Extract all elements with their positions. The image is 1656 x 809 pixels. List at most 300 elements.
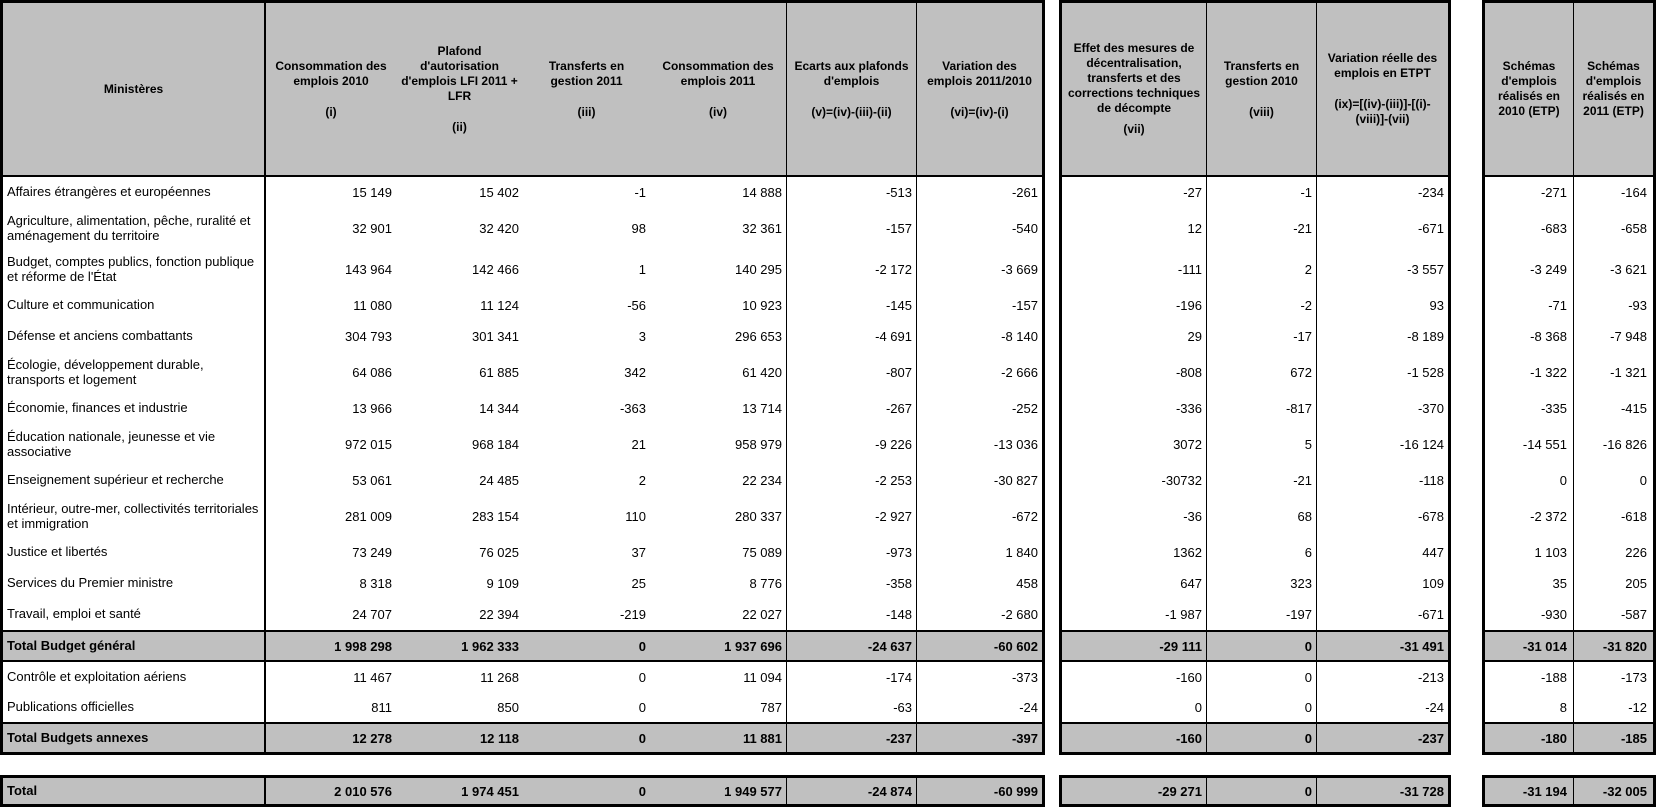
- col-title: Consommation des emplois 2010: [275, 58, 387, 88]
- value-cell: -671: [1316, 208, 1448, 249]
- value-cell: -513: [786, 177, 916, 208]
- ministry-row: [3, 249, 1042, 290]
- annex-row: [1062, 692, 1448, 722]
- value-cell: 1 840: [916, 537, 1042, 568]
- annex-row: [1485, 662, 1653, 692]
- value-cell: 142 466: [472, 262, 519, 277]
- value-cell: 64 086: [352, 365, 392, 380]
- col-header-ix: [1316, 3, 1448, 175]
- col-code: (iii): [577, 104, 596, 119]
- value-cell: -196: [1175, 298, 1202, 313]
- value-cell: 37: [631, 545, 646, 560]
- value-cell: -14 551: [1522, 437, 1567, 452]
- value-cell: -31 491: [1316, 632, 1448, 660]
- ministry-row: [1062, 496, 1448, 537]
- value-cell: 958 979: [735, 437, 782, 452]
- grand-total-row: [1062, 778, 1448, 804]
- ministry-row: [1485, 568, 1653, 599]
- grand-total-row: [1485, 778, 1653, 804]
- value-cell: -807: [786, 352, 916, 393]
- value-cell: 0: [638, 669, 646, 685]
- value-cell: 296 653: [735, 329, 782, 344]
- total-budgets-annexes-row: [1062, 722, 1448, 752]
- ministry-row: [1485, 465, 1653, 496]
- row-label-cell: Services du Premier ministre: [3, 568, 266, 599]
- value-cell: 0: [1573, 465, 1653, 496]
- value-cell: 22 394: [479, 607, 519, 622]
- value-cell: -658: [1573, 208, 1653, 249]
- value-cell: 3072: [1173, 437, 1202, 452]
- value-cell: 11 268: [480, 669, 519, 685]
- col-title: Variation réelle des emplois en ETPT: [1327, 51, 1438, 80]
- col-title: Ministères: [103, 81, 164, 96]
- ministry-row: [1485, 599, 1653, 630]
- grand-total-table-block1: [0, 775, 1045, 807]
- value-cell: 14 888: [742, 185, 782, 200]
- col-header-ii: [396, 3, 523, 175]
- ministry-row: [1062, 177, 1448, 208]
- table-body-block2: [1062, 177, 1448, 752]
- value-cell: 1: [638, 262, 646, 277]
- value-cell: 15 149: [352, 185, 392, 200]
- total-budgets-annexes-row: [3, 722, 1042, 752]
- value-cell: -2 372: [1530, 509, 1567, 524]
- value-cell: -185: [1573, 724, 1653, 752]
- col-code: (v)=(iv)-(iii)-(ii): [811, 104, 892, 119]
- row-label-cell: Travail, emploi et santé: [3, 599, 266, 630]
- col-title: Schémas d'emplois réalisés en 2011 (ETP): [1582, 59, 1645, 118]
- ministry-row: [1485, 352, 1653, 393]
- col-title: Schémas d'emplois réalisés en 2010 (ETP): [1497, 59, 1561, 118]
- value-cell: -252: [916, 393, 1042, 424]
- value-cell: -8 368: [1530, 329, 1567, 344]
- value-cell: 73 249: [352, 545, 392, 560]
- value-cell: 1 962 333: [461, 638, 519, 654]
- value-cell: -160: [1175, 669, 1202, 685]
- col-title: Effet des mesures de décentralisation, transferts et des corrections techniques de décompte: [1067, 41, 1201, 115]
- value-cell: 0: [1206, 724, 1316, 752]
- value-cell: -8 189: [1316, 321, 1448, 352]
- value-cell: 109: [1316, 568, 1448, 599]
- value-cell: -60 999: [916, 778, 1042, 804]
- value-cell: 53 061: [352, 473, 392, 488]
- value-cell: 1 949 577: [724, 783, 782, 799]
- table-body-block1: [3, 177, 1042, 752]
- ministry-row: [1062, 393, 1448, 424]
- value-cell: 13 714: [742, 401, 782, 416]
- value-cell: 98: [631, 221, 646, 236]
- row-label-cell: Intérieur, outre-mer, collectivités territoriales et immigration: [3, 496, 266, 537]
- value-cell: -24: [1316, 692, 1448, 722]
- value-cell: 647: [1180, 576, 1202, 591]
- value-cell: -1: [1206, 177, 1316, 208]
- row-label-cell: Affaires étrangères et européennes: [3, 177, 266, 208]
- value-cell: -36: [1183, 509, 1202, 524]
- value-cell: -336: [1175, 401, 1202, 416]
- col-header-v: [786, 3, 916, 175]
- col-code: (vi)=(iv)-(i): [950, 104, 1009, 119]
- row-label-cell: Culture et communication: [3, 290, 266, 321]
- value-cell: 0: [1206, 632, 1316, 660]
- ministry-row: [1062, 568, 1448, 599]
- value-cell: 29: [1187, 329, 1202, 344]
- total-budget-general-row: [3, 630, 1042, 662]
- value-cell: -930: [1540, 607, 1567, 622]
- ministry-row: [1485, 321, 1653, 352]
- col-title: Transferts en gestion 2010: [1223, 58, 1300, 88]
- value-cell: 1 998 298: [334, 638, 392, 654]
- value-cell: 13 966: [352, 401, 392, 416]
- ministry-row: [1485, 424, 1653, 465]
- value-cell: -157: [916, 290, 1042, 321]
- value-cell: -540: [916, 208, 1042, 249]
- value-cell: 447: [1316, 537, 1448, 568]
- col-header-viii: [1206, 3, 1316, 175]
- value-cell: 205: [1573, 568, 1653, 599]
- value-cell: -2 666: [916, 352, 1042, 393]
- col-title: Ecarts aux plafonds d'emplois: [794, 58, 909, 88]
- ministry-row: [1062, 465, 1448, 496]
- value-cell: 76 025: [479, 545, 519, 560]
- value-cell: -261: [916, 177, 1042, 208]
- corrections-table: [1059, 0, 1451, 755]
- col-code: (ii): [452, 119, 467, 134]
- value-cell: 1 103: [1534, 545, 1567, 560]
- ministry-row: [1485, 249, 1653, 290]
- value-cell: -219: [619, 607, 646, 622]
- annex-row: [1485, 692, 1653, 722]
- value-cell: 301 341: [472, 329, 519, 344]
- ministry-row: [1485, 393, 1653, 424]
- value-cell: -237: [786, 724, 916, 752]
- ministry-row: [3, 424, 1042, 465]
- value-cell: 12 118: [479, 730, 519, 746]
- value-cell: -2 680: [916, 599, 1042, 630]
- ministry-row: [1485, 290, 1653, 321]
- value-cell: -213: [1316, 662, 1448, 692]
- value-cell: 8: [1559, 699, 1567, 715]
- value-cell: -3 669: [916, 249, 1042, 290]
- row-label-cell: Publications officielles: [3, 692, 266, 722]
- value-cell: -197: [1206, 599, 1316, 630]
- ministry-row: [1485, 208, 1653, 249]
- value-cell: -160: [1175, 730, 1202, 746]
- value-cell: -267: [786, 393, 916, 424]
- value-cell: 11 467: [353, 669, 392, 685]
- value-cell: -31 820: [1573, 632, 1653, 660]
- value-cell: 24 707: [352, 607, 392, 622]
- value-cell: 968 184: [472, 437, 519, 452]
- value-cell: -31 728: [1316, 778, 1448, 804]
- value-cell: 0: [638, 638, 646, 654]
- value-cell: -157: [786, 208, 916, 249]
- value-cell: -188: [1540, 669, 1567, 685]
- value-cell: 32 361: [742, 221, 782, 236]
- col-header-iii: [523, 3, 650, 175]
- value-cell: 12: [1187, 221, 1202, 236]
- value-cell: 0: [1206, 662, 1316, 692]
- grand-total-table-block2: [1059, 775, 1451, 807]
- value-cell: -2: [1206, 290, 1316, 321]
- value-cell: 3: [638, 329, 646, 344]
- value-cell: -174: [786, 662, 916, 692]
- header-row-block1: [3, 3, 1042, 177]
- col-header-schemas-2011: [1573, 3, 1653, 175]
- value-cell: 140 295: [735, 262, 782, 277]
- value-cell: -9 226: [786, 424, 916, 465]
- col-code: (ix)=[(iv)-(iii)]-[(i)-(viii)]-(vii): [1334, 97, 1431, 126]
- value-cell: -164: [1573, 177, 1653, 208]
- value-cell: 8 776: [749, 576, 782, 591]
- value-cell: -30 827: [916, 465, 1042, 496]
- value-cell: 2: [638, 473, 646, 488]
- row-label-cell: Contrôle et exploitation aériens: [3, 662, 266, 692]
- ministry-row: [3, 568, 1042, 599]
- value-cell: -21: [1206, 208, 1316, 249]
- value-cell: -118: [1316, 465, 1448, 496]
- value-cell: 0: [1206, 692, 1316, 722]
- value-cell: -31 014: [1522, 638, 1567, 654]
- grand-total-table-block3: [1482, 775, 1656, 807]
- ministry-row: [1062, 208, 1448, 249]
- value-cell: -7 948: [1573, 321, 1653, 352]
- value-cell: -358: [786, 568, 916, 599]
- total-budget-general-row: [1485, 630, 1653, 662]
- total-budgets-annexes-row: [1485, 722, 1653, 752]
- col-code: (vii): [1123, 122, 1145, 136]
- value-cell: 1362: [1173, 545, 1202, 560]
- value-cell: -587: [1573, 599, 1653, 630]
- value-cell: -808: [1175, 365, 1202, 380]
- total-budget-general-row: [1062, 630, 1448, 662]
- value-cell: -363: [619, 401, 646, 416]
- ministry-row: [1485, 537, 1653, 568]
- value-cell: -3 249: [1530, 262, 1567, 277]
- value-cell: 22 234: [742, 473, 782, 488]
- row-label-cell: Total Budget général: [3, 632, 266, 660]
- col-title: Plafond d'autorisation d'emplois LFI 2011 + LFR: [401, 43, 518, 103]
- value-cell: 2: [1206, 249, 1316, 290]
- value-cell: -678: [1316, 496, 1448, 537]
- value-cell: -17: [1206, 321, 1316, 352]
- value-cell: 11 881: [742, 730, 782, 746]
- value-cell: -8 140: [916, 321, 1042, 352]
- value-cell: -13 036: [916, 424, 1042, 465]
- value-cell: 281 009: [345, 509, 392, 524]
- col-header-schemas-2010: [1485, 3, 1573, 175]
- value-cell: 93: [1316, 290, 1448, 321]
- value-cell: -24 874: [786, 778, 916, 804]
- schemas-table: [1482, 0, 1656, 755]
- value-cell: -234: [1316, 177, 1448, 208]
- value-cell: -671: [1316, 599, 1448, 630]
- row-label-cell: Enseignement supérieur et recherche: [3, 465, 266, 496]
- value-cell: 14 344: [479, 401, 519, 416]
- row-label-cell: Budget, comptes publics, fonction publique et réforme de l'État: [3, 249, 266, 290]
- header-row-block3: [1485, 3, 1653, 177]
- col-header-vi: [916, 3, 1042, 175]
- value-cell: 21: [631, 437, 646, 452]
- value-cell: -27: [1183, 185, 1202, 200]
- value-cell: 11 124: [480, 298, 519, 313]
- value-cell: 1 937 696: [724, 638, 782, 654]
- value-cell: -12: [1573, 692, 1653, 722]
- ministry-row: [3, 208, 1042, 249]
- annex-row: [1062, 662, 1448, 692]
- col-title: Transferts en gestion 2011: [548, 58, 625, 88]
- row-label-cell: Écologie, développement durable, transports et logement: [3, 352, 266, 393]
- value-cell: -271: [1540, 185, 1567, 200]
- ministry-row: [3, 537, 1042, 568]
- value-cell: 68: [1206, 496, 1316, 537]
- row-label-cell: Éducation nationale, jeunesse et vie associative: [3, 424, 266, 465]
- value-cell: 24 485: [479, 473, 519, 488]
- col-title: Variation des emplois 2011/2010: [927, 58, 1032, 88]
- value-cell: 11 080: [353, 298, 392, 313]
- ministry-row: [1062, 321, 1448, 352]
- value-cell: 12 278: [352, 730, 392, 746]
- table-block-schemas: [1482, 0, 1656, 807]
- value-cell: 32 420: [479, 221, 519, 236]
- value-cell: -1 322: [1530, 365, 1567, 380]
- col-code: (i): [325, 104, 337, 119]
- value-cell: 2 010 576: [334, 783, 392, 799]
- value-cell: -29 111: [1159, 638, 1202, 654]
- value-cell: 304 793: [345, 329, 392, 344]
- value-cell: -973: [786, 537, 916, 568]
- value-cell: -1: [634, 185, 646, 200]
- col-header-iv: [650, 3, 786, 175]
- value-cell: -24: [916, 692, 1042, 722]
- value-cell: 15 402: [479, 185, 519, 200]
- value-cell: -1 528: [1316, 352, 1448, 393]
- row-label-cell: Économie, finances et industrie: [3, 393, 266, 424]
- value-cell: 1 974 451: [461, 783, 519, 799]
- ministry-row: [3, 599, 1042, 630]
- value-cell: 787: [760, 699, 782, 715]
- col-title: Consommation des emplois 2011: [662, 58, 774, 88]
- ministry-row: [1062, 290, 1448, 321]
- value-cell: 61 885: [479, 365, 519, 380]
- value-cell: -3 557: [1316, 249, 1448, 290]
- value-cell: -63: [786, 692, 916, 722]
- value-cell: 850: [497, 699, 519, 715]
- col-header-ministeres: [3, 3, 266, 175]
- ministry-row: [1485, 177, 1653, 208]
- ministry-row: [3, 321, 1042, 352]
- ministry-row: [3, 352, 1042, 393]
- table-block-corrections: [1059, 0, 1451, 807]
- row-label-cell: Agriculture, alimentation, pêche, ruralité et aménagement du territoire: [3, 208, 266, 249]
- value-cell: -3 621: [1573, 249, 1653, 290]
- value-cell: 280 337: [735, 509, 782, 524]
- value-cell: -683: [1540, 221, 1567, 236]
- value-cell: -71: [1548, 298, 1567, 313]
- value-cell: 10 923: [742, 298, 782, 313]
- ministry-row: [3, 290, 1042, 321]
- value-cell: -2 253: [786, 465, 916, 496]
- value-cell: 61 420: [742, 365, 782, 380]
- value-cell: -618: [1573, 496, 1653, 537]
- value-cell: -415: [1573, 393, 1653, 424]
- table-body-block3: [1485, 177, 1653, 752]
- value-cell: 972 015: [345, 437, 392, 452]
- value-cell: 458: [916, 568, 1042, 599]
- ministry-row: [1485, 496, 1653, 537]
- value-cell: 110: [625, 509, 646, 524]
- value-cell: 35: [1552, 576, 1567, 591]
- ministry-row: [1062, 599, 1448, 630]
- value-cell: -111: [1177, 262, 1202, 277]
- value-cell: 75 089: [742, 545, 782, 560]
- value-cell: -237: [1316, 724, 1448, 752]
- value-cell: 6: [1206, 537, 1316, 568]
- value-cell: 811: [371, 699, 392, 715]
- value-cell: 0: [1559, 473, 1567, 488]
- ministry-row: [3, 465, 1042, 496]
- col-code: (iv): [709, 104, 727, 119]
- value-cell: -672: [916, 496, 1042, 537]
- header-row-block2: [1062, 3, 1448, 177]
- value-cell: 143 964: [345, 262, 392, 277]
- value-cell: -21: [1206, 465, 1316, 496]
- ministry-row: [3, 177, 1042, 208]
- value-cell: -1 987: [1165, 607, 1202, 622]
- value-cell: -31 194: [1522, 783, 1567, 799]
- value-cell: -93: [1573, 290, 1653, 321]
- value-cell: -173: [1573, 662, 1653, 692]
- value-cell: -2 172: [786, 249, 916, 290]
- value-cell: 0: [638, 699, 646, 715]
- grand-total-row: [3, 778, 1042, 804]
- ministry-row: [1062, 537, 1448, 568]
- value-cell: 0: [1206, 778, 1316, 804]
- col-header-i: [266, 3, 396, 175]
- value-cell: -373: [916, 662, 1042, 692]
- value-cell: 0: [1194, 699, 1202, 715]
- value-cell: 11 094: [743, 669, 782, 685]
- value-cell: 283 154: [472, 509, 519, 524]
- value-cell: 226: [1573, 537, 1653, 568]
- value-cell: -60 602: [916, 632, 1042, 660]
- row-label-cell: Défense et anciens combattants: [3, 321, 266, 352]
- value-cell: -180: [1540, 730, 1567, 746]
- value-cell: -2 927: [786, 496, 916, 537]
- value-cell: 25: [631, 576, 646, 591]
- value-cell: -145: [786, 290, 916, 321]
- annex-row: [3, 692, 1042, 722]
- value-cell: -817: [1206, 393, 1316, 424]
- ministry-row: [1062, 424, 1448, 465]
- value-cell: -335: [1540, 401, 1567, 416]
- value-cell: -30732: [1161, 473, 1202, 488]
- value-cell: -4 691: [786, 321, 916, 352]
- col-header-vii: [1062, 3, 1206, 175]
- value-cell: -370: [1316, 393, 1448, 424]
- value-cell: 22 027: [742, 607, 782, 622]
- value-cell: 672: [1206, 352, 1316, 393]
- value-cell: -29 271: [1157, 783, 1202, 799]
- ministry-row: [3, 496, 1042, 537]
- value-cell: -397: [916, 724, 1042, 752]
- row-label-cell: Justice et libertés: [3, 537, 266, 568]
- ministry-row: [3, 393, 1042, 424]
- ministry-row: [1062, 249, 1448, 290]
- annex-row: [3, 662, 1042, 692]
- value-cell: -1 321: [1573, 352, 1653, 393]
- ministry-row: [1062, 352, 1448, 393]
- value-cell: 0: [638, 730, 646, 746]
